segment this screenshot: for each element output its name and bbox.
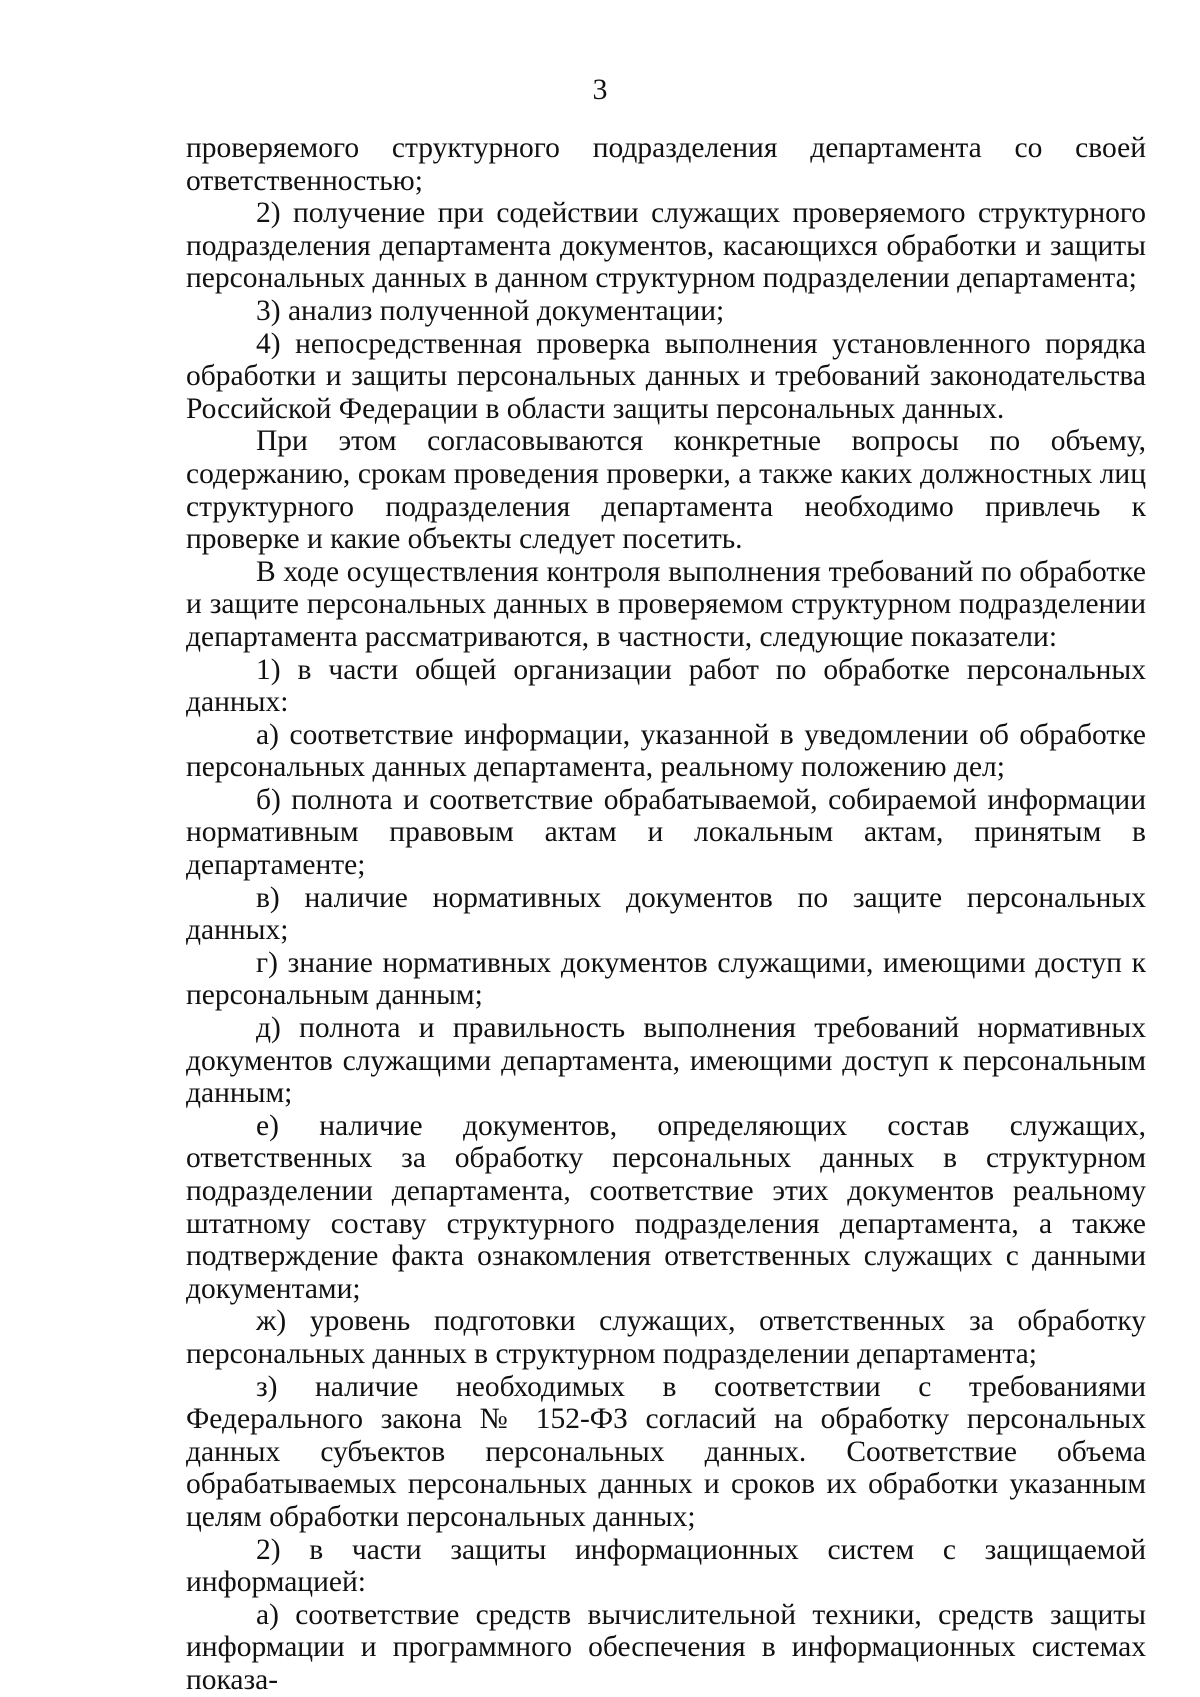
document-body [186,132,1146,1697]
paragraph-item-4: 4) непосредственная проверка выполнения установленного порядка обработки и защиты персональных данных и требований законодательства Российской Федерации в области защиты персональных данных. [186,327,1146,425]
paragraph-control-intro: В ходе осуществления контроля выполнения требований по обработке и защите персональных данных в проверяемом структурном подразделении департамента рассматриваются, в частности, следующие показатели: [186,555,1146,653]
paragraph-2a: а) соответствие средств вычислительной техники, средств защиты информации и программного обеспечения в информационных системах показа- [186,1598,1146,1696]
paragraph-1zh: ж) уровень подготовки служащих, ответственных за обработку персональных данных в структурном подразделении департамента; [186,1305,1146,1370]
paragraph-section-1: 1) в части общей организации работ по обработке персональных данных: [186,653,1146,719]
paragraph-1e: е) наличие документов, определяющих состав служащих, ответственных за обработку персональных данных в структурном подразделении департамента, соответствие этих документов реальному штатному составу структурного подразделения департамента, а также подтверждение факта ознакомления ответственных служащих с данными документами; [186,1109,1146,1305]
page-number: 3 [592,73,608,106]
paragraph-1b: б) полнота и соответствие обрабатываемой, собираемой информации нормативным правовым актам и локальным актам, принятым в департаменте; [186,783,1146,882]
paragraph-1z: з) наличие необходимых в соответствии с требованиями Федерального закона № 152-ФЗ согласий на обработку персональных данных субъектов персональных данных. Соответствие объема обрабатываемых персональных данных и сроков их обработки указанным целям обработки персональных данных; [186,1370,1146,1533]
paragraph-item-2: 2) получение при содействии служащих проверяемого структурного подразделения департамента документов, касающихся обработки и защиты персональных данных в данном структурном подразделении департамента; [186,197,1146,295]
paragraph-1g: г) знание нормативных документов служащими, имеющими доступ к персональным данным; [186,946,1146,1012]
paragraph-1a: а) соответствие информации, указанной в уведомлении об обработке персональных данных департамента, реальному положению дел; [186,718,1146,784]
paragraph-continuation: проверяемого структурного подразделения департамента со своей ответственностью; [186,132,1146,197]
paragraph-1d: д) полнота и правильность выполнения требований нормативных документов служащими департамента, имеющими доступ к персональным данным; [186,1012,1146,1110]
paragraph-item-3: 3) анализ полученной документации; [256,294,725,327]
paragraph-agreement: При этом согласовываются конкретные вопросы по объему, содержанию, срокам проведения проверки, а также каких должностных лиц структурного подразделения департамента необходимо привлечь к проверке и какие объекты следует посетить. [186,425,1146,556]
paragraph-section-2: 2) в части защиты информационных систем с защищаемой информацией: [186,1533,1146,1599]
paragraph-1v: в) наличие нормативных документов по защите персональных данных; [186,881,1146,947]
